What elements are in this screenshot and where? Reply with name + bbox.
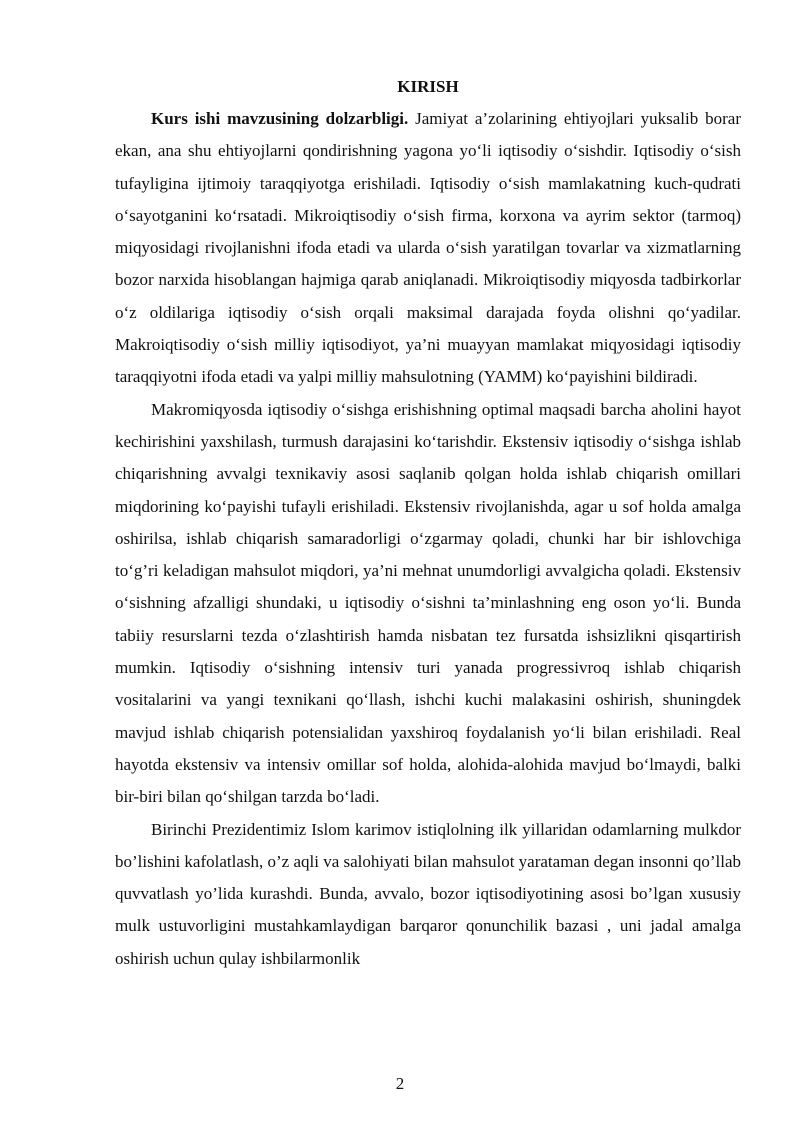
section-heading: KIRISH: [397, 77, 459, 96]
paragraph-2: [115, 394, 741, 814]
page-number: 2: [395, 1074, 405, 1093]
body-text: [115, 103, 741, 975]
paragraph-3-text: Birinchi Prezidentimiz Islom karimov istiqlolning ilk yillaridan odamlarning mulkdor bo’lishini kafolatlash, o’z aqli va salohiyati bilan mahsulot yarataman degan insonni qo’llab quvvatlash yo’lida kurashdi. Bunda, avvalo, bozor iqtisodiyotining asosi bo’lgan xususiy mulk ustuvorligini mustahkamlaydigan barqaror qonunchilik bazasi , uni jadal amalga oshirish uchun qulay ishbilarmonlik: [115, 819, 742, 968]
paragraph-1-text: Jamiyat a’zolarining ehtiyojlari yuksalib borar ekan, ana shu ehtiyojlarni qondirishning yagona yo‘li iqtisodiy o‘sishdir. Iqtisodiy o‘sish tufayligina ijtimoiy taraqqiyotga erishiladi. Iqtisodiy o‘sish mamlakatning kuch-qudrati o‘sayotganini ko‘rsatadi. Mikroiqtisodiy o‘sish firma, korxona va ayrim sektor (tarmoq) miqyosidagi rivojlanishni ifoda etadi va ularda o‘sish yaratilgan tovarlar va xizmatlarning bozor narxida hisoblangan hajmiga qarab aniqlanadi. Mikroiqtisodiy miqyosda tadbirkorlar o‘z oldilariga iqtisodiy o‘sish orqali maksimal darajada foyda olishni qo‘yadilar. Makroiqtisodiy o‘sish milliy iqtisodiyot, ya’ni muayyan mamlakat miqyosidagi iqtisodiy taraqqiyotni ifoda etadi va yalpi milliy mahsulotning (YAMM) ko‘payishini bildiradi.: [115, 109, 741, 387]
paragraph-3: [115, 814, 741, 975]
paragraph-1-lead: Kurs ishi mavzusining dolzarbligi.: [151, 109, 409, 128]
paragraph-1: [115, 103, 741, 394]
paragraph-2-text: Makromiqyosda iqtisodiy o‘sishga erishishning optimal maqsadi barcha aholini hayot kechirishini yaxshilash, turmush darajasini ko‘tarishdir. Ekstensiv iqtisodiy o‘sishga ishlab chiqarishning avvalgi texnikaviy asosi saqlanib qolgan holda ishlab chiqarish omillari miqdorining ko‘payishi tufayli erishiladi. Ekstensiv rivojlanishda, agar u sof holda amalga oshirilsa, ishlab chiqarish samaradorligi o‘zgarmay qoladi, chunki har bir ishlovchiga to‘g’ri keladigan mahsulot miqdori, ya’ni mehnat unumdorligi avvalgicha qoladi. Ekstensiv o‘sishning afzalligi shundaki, u iqtisodiy o‘sishni ta’minlashning eng oson yo‘li. Bunda tabiiy resurslarni tezda o‘zlashtirish hamda nisbatan tez fursatda ishsizlikni qisqartirish mumkin. Iqtisodiy o‘sishning intensiv turi yanada progressivroq ishlab chiqarish vositalarini va yangi texnikani qo‘llash, ishchi kuchi malakasini oshirish, shuningdek mavjud ishlab chiqarish potensialidan yaxshiroq foydalanish yo‘li bilan erishiladi. Real hayotda ekstensiv va intensiv omillar sof holda, alohida-alohida mavjud bo‘lmaydi, balki bir-biri bilan qo‘shilgan tarzda bo‘ladi.: [115, 399, 741, 807]
